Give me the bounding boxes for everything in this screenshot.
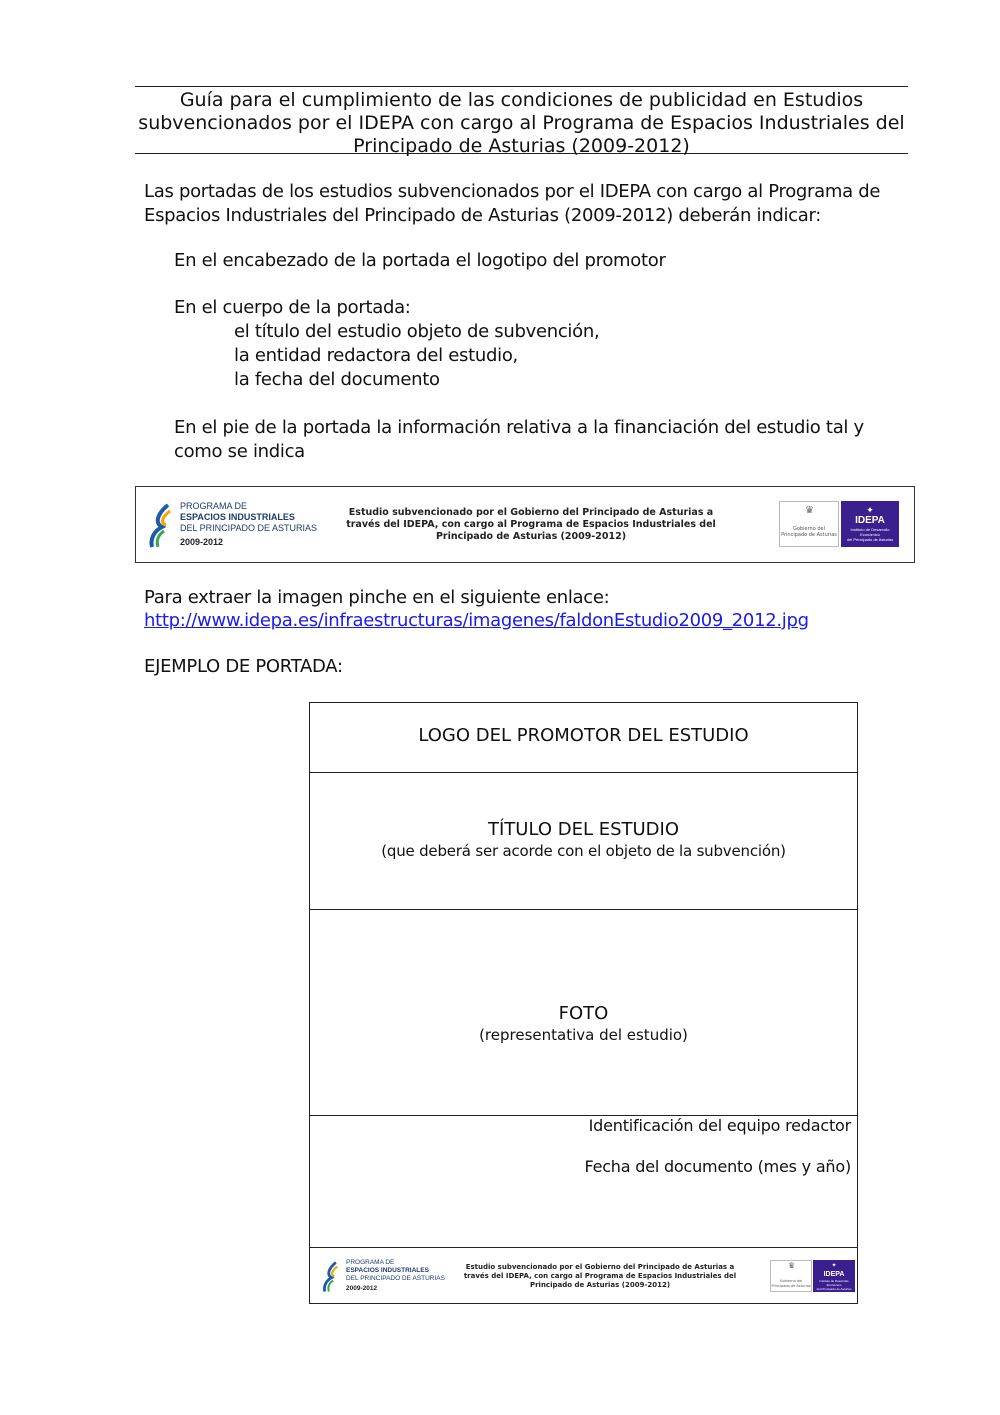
title-line-3: Principado de Asturias (2009-2012) [353, 135, 690, 157]
subitem-date: la fecha del documento [234, 369, 440, 390]
banner-line-2: través del IDEPA, con cargo al Programa de Espacios Industriales del [346, 519, 716, 530]
program-text [180, 501, 317, 548]
requirement-footer-line-2: como se indica [174, 441, 305, 462]
requirement-header: En el encabezado de la portada el logotipo del promotor [174, 250, 666, 271]
idepa-line-1: Instituto de Desarrollo Económico [850, 527, 890, 537]
program-logo-icon [148, 503, 174, 549]
subitem-title: el título del estudio objeto de subvención, [234, 321, 600, 342]
requirement-body-subitems [234, 320, 599, 392]
intro-paragraph [144, 180, 880, 228]
crown-icon: ♛ [805, 505, 814, 516]
title-line-1: Guía para el cumplimiento de las condiciones de publicidad en Estudios [179, 89, 864, 111]
cover-photo-cell [310, 910, 857, 1116]
requirement-footer-line-1: En el pie de la portada la información relativa a la financiación del estudio tal y [174, 417, 864, 438]
document-title [135, 86, 908, 157]
cover-idepa-mark-icon: ✦ [831, 1263, 837, 1269]
cover-crown-icon: ♛ [788, 1261, 796, 1270]
program-line-2: ESPACIOS INDUSTRIALES [180, 512, 295, 522]
intro-line-1: Las portadas de los estudios subvencionados por el IDEPA con cargo al Programa de [144, 181, 881, 202]
cover-idepa-line-1: Instituto de Desarrollo Económico [819, 1279, 849, 1287]
example-cover [309, 702, 858, 1304]
cover-banner-line-1: Estudio subvencionado por el Gobierno del Principado de Asturias a [465, 1263, 735, 1271]
funding-banner [135, 486, 915, 563]
cover-funding-banner [310, 1248, 857, 1303]
intro-line-2: Espacios Industriales del Principado de Asturias (2009-2012) deberán indicar: [144, 205, 822, 226]
cover-credits-cell [310, 1116, 857, 1248]
cover-idepa-line-2: del Principado de Asturias [816, 1287, 852, 1291]
government-logo [779, 501, 839, 547]
subitem-entity: la entidad redactora del estudio, [234, 345, 518, 366]
title-line-2: subvencionados por el IDEPA con cargo al Programa de Espacios Industriales del [138, 112, 905, 134]
program-line-3: DEL PRINCIPADO DE ASTURIAS [180, 523, 318, 533]
idepa-mark-icon: ✦ [866, 505, 874, 515]
cover-government-logo [770, 1260, 812, 1292]
cover-idepa-name: IDEPA [823, 1271, 845, 1278]
cover-title-cell [310, 773, 857, 910]
banner-line-3: Principado de Asturias (2009-2012) [435, 531, 627, 542]
requirement-footer [174, 416, 864, 464]
cover-photo-note: (representativa del estudio) [479, 1026, 688, 1044]
cover-gov-line-2: Principado de Asturias [771, 1283, 811, 1288]
cover-title-note: (que deberá ser acorde con el objeto de la subvención) [381, 842, 786, 860]
cover-title-text: TÍTULO DEL ESTUDIO [487, 819, 680, 840]
idepa-logo [841, 501, 899, 547]
banner-funding-text [336, 507, 726, 543]
banner-image-link[interactable]: http://www.idepa.es/infraestructuras/imagenes/faldonEstudio2009_2012.jpg [144, 610, 809, 631]
idepa-line-2: del Principado de Asturias [846, 537, 894, 542]
cover-program-years: 2009-2012 [346, 1285, 378, 1292]
cover-program-line-1: PROGRAMA DE [346, 1259, 395, 1266]
example-heading: EJEMPLO DE PORTADA: [144, 656, 343, 677]
cover-program-text [346, 1259, 445, 1293]
cover-logo-cell [310, 703, 857, 773]
requirement-body: En el cuerpo de la portada: [174, 297, 411, 318]
gov-line-1: Gobierno del [793, 526, 825, 532]
idepa-name: IDEPA [855, 515, 885, 526]
cover-team-id: Identificación del equipo redactor [588, 1116, 851, 1135]
cover-program-line-2: ESPACIOS INDUSTRIALES [346, 1267, 429, 1274]
cover-idepa-logo [813, 1260, 855, 1292]
cover-program-logo-icon [322, 1261, 340, 1293]
program-years: 2009-2012 [180, 537, 224, 547]
cover-doc-date: Fecha del documento (mes y año) [584, 1157, 851, 1176]
cover-banner-line-2: través del IDEPA, con cargo al Programa de Espacios Industriales del [463, 1272, 737, 1280]
cover-banner-text [460, 1263, 740, 1290]
extract-instruction: Para extraer la imagen pinche en el siguiente enlace: [144, 587, 610, 608]
cover-photo-text: FOTO [558, 1003, 609, 1024]
banner-line-1: Estudio subvencionado por el Gobierno del Principado de Asturias a [348, 507, 714, 518]
gov-line-2: Principado de Asturias [781, 532, 837, 538]
cover-logo-text: LOGO DEL PROMOTOR DEL ESTUDIO [418, 725, 749, 746]
program-line-1: PROGRAMA DE [180, 501, 248, 511]
cover-banner-line-3: Principado de Asturias (2009-2012) [529, 1281, 671, 1289]
cover-gov-line-1: Gobierno del [779, 1279, 803, 1283]
cover-program-line-3: DEL PRINCIPADO DE ASTURIAS [346, 1275, 445, 1282]
